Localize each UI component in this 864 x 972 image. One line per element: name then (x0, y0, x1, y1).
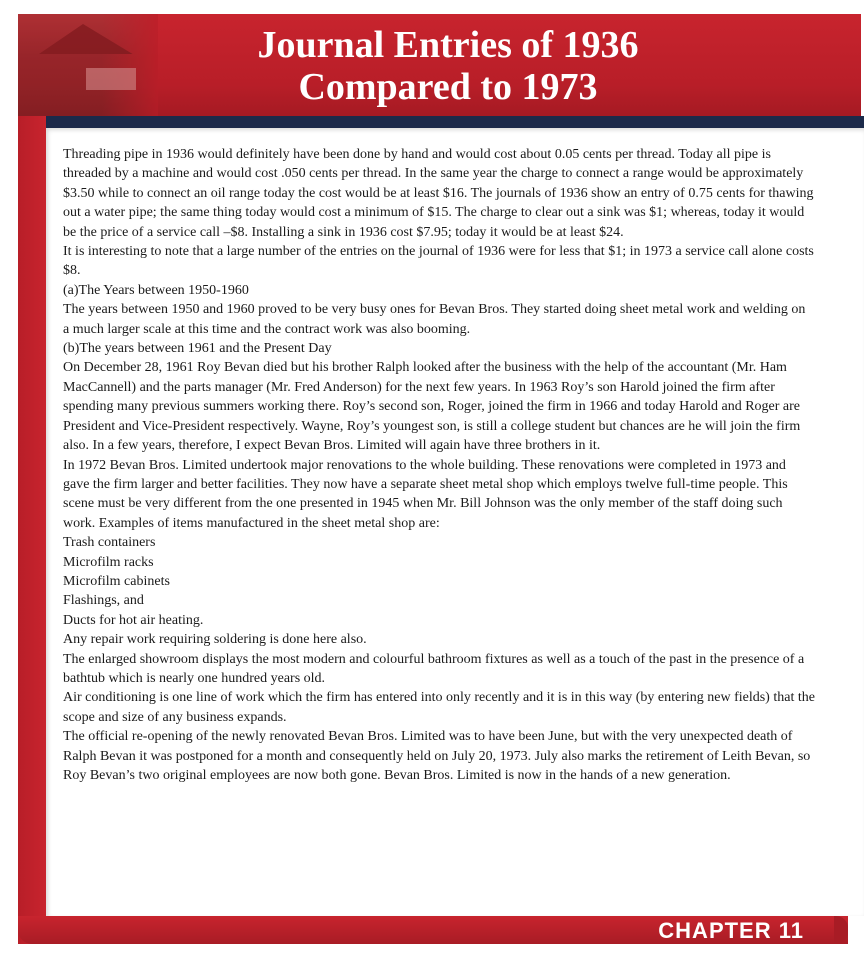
paragraph: Threading pipe in 1936 would definitely have been done by hand and would cost about 0.05 cents per thread. Today all pipe is threaded by a machine and would cost .050 cents per thread. In the same year the charge to connect a range would be approximately $3.50 while to connect an oil range today the cost would be at least $16. The journals of 1936 show an entry of 0.75 cents for thawing out a water pipe; the same thing today would cost a minimum of $15. The charge to clear out a sink was $1; whereas, today it would be the price of a service call –$8. Installing a sink in 1936 cost $7.95; today it would be at least $24. (63, 147, 814, 240)
body-text (63, 145, 815, 785)
header-divider (18, 116, 864, 128)
paragraph: On December 28, 1961 Roy Bevan died but his brother Ralph looked after the business with the help of the accountant (Mr. Ham MacCannell) and the parts manager (Mr. Fred Anderson) for the next few years. In 1963 Roy’s son Harold joined the firm after spending many previous summers working there. Roy’s second son, Roger, joined the firm in 1966 and today Harold and Roger are President and Vice-President respectively. Wayne, Roy’s youngest son, is still a college student but chances are he will join the firm also. In a few years, therefore, I expect Bevan Bros. Limited will again have three brothers in it. (63, 360, 801, 454)
list-item: Ducts for hot air heating. (63, 612, 204, 628)
paragraph: The official re-opening of the newly renovated Bevan Bros. Limited was to have been June, but with the very unexpected death of Ralph Bevan it was postponed for a month and consequently held on July 20, 1973. July also marks the retirement of Leith Bevan, so Roy Bevan’s two original employees are now both gone. Bevan Bros. Limited is now in the hands of a new generation. (63, 729, 811, 783)
list-item: Microfilm racks (63, 554, 154, 570)
title-line-1: Journal Entries of 1936 (257, 24, 639, 66)
page-header (18, 14, 861, 116)
building-sign (86, 68, 136, 90)
left-accent-bar (18, 116, 46, 944)
building-roof (28, 24, 138, 54)
list-item: Trash containers (63, 535, 156, 551)
list-item: Microfilm cabinets (63, 573, 170, 589)
title-line-2: Compared to 1973 (298, 66, 598, 108)
paragraph: The enlarged showroom displays the most modern and colourful bathroom fixtures as well as a touch of the past in the presence of a bathtub which is nearly one hundred years old. (63, 651, 805, 686)
paragraph: In 1972 Bevan Bros. Limited undertook major renovations to the whole building. These renovations were completed in 1973 and gave the firm larger and better facilities. They now have a separate sheet metal shop which employs twelve full-time people. This scene must be very different from the one presented in 1945 when Mr. Bill Johnson was the only member of the staff doing such work. Examples of items manufactured in the sheet metal shop are: (63, 457, 788, 531)
paragraph: Air conditioning is one line of work which the firm has entered into only recently and it is in this way (by entering new fields) that the scope and size of any business expands. (63, 690, 815, 725)
building-photo (18, 14, 158, 116)
page-title (158, 24, 738, 108)
list-item: Flashings, and (63, 593, 144, 609)
chapter-label: CHAPTER 11 (658, 918, 804, 943)
paragraph: It is interesting to note that a large number of the entries on the journal of 1936 were for less that $1; in 1973 a service call alone costs $8. (63, 244, 814, 279)
paragraph: Any repair work requiring soldering is done here also. (63, 632, 367, 648)
section-heading: (a)The Years between 1950-1960 (63, 282, 249, 298)
paragraph: The years between 1950 and 1960 proved to be very busy ones for Bevan Bros. They started doing sheet metal work and welding on a much larger scale at this time and the contract work was also booming. (63, 302, 806, 337)
section-heading: (b)The years between 1961 and the Present Day (63, 341, 332, 357)
